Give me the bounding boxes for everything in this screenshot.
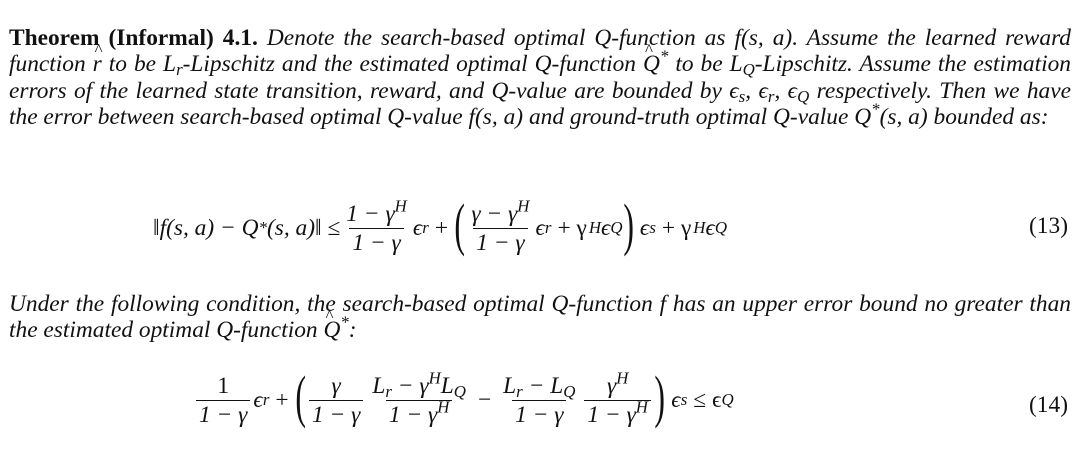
math-sub: r xyxy=(176,60,183,80)
theorem-text: and ground-truth optimal Q-value xyxy=(528,103,849,130)
equation-number-14: (14) xyxy=(1029,392,1068,418)
math-sup: H xyxy=(616,368,629,388)
frac-num: γ − γ xyxy=(471,200,518,227)
math-sup: H xyxy=(517,196,530,216)
frac-den: 1 − γ xyxy=(473,228,527,257)
frac-num: L xyxy=(503,372,517,399)
math-sub: Q xyxy=(453,381,466,401)
math-eps: ϵ xyxy=(253,386,263,413)
theorem-text: -Lipschitz and the estimated optimal Q-function xyxy=(182,51,636,78)
theorem-text: to be L xyxy=(108,51,177,78)
math-eps: ϵ xyxy=(758,77,768,104)
fraction xyxy=(309,372,363,429)
math-sup: H xyxy=(437,397,450,417)
frac-den: 1 − γ xyxy=(196,400,250,429)
frac-num: − γ xyxy=(391,372,429,399)
math-eps: ϵ xyxy=(412,214,423,241)
condition-text: has an upper error bound no greater than the estimated optimal Q-function xyxy=(9,291,1071,344)
math-sup: H xyxy=(635,397,648,417)
frac-num: 1 xyxy=(217,372,230,399)
math-sub: r xyxy=(385,381,392,401)
equation-13: ‖f(s, a) − Q * (s, a)‖ ≤ $\frac{1 - \gamma^H}{1 - \gamma}$ ϵ r + ( $\frac{\gamma - \gamma^H}{1 - \gamma}$ ϵ r + γ H ϵ Q ) ϵ s + γ H ϵ Q xyxy=(153,192,728,257)
condition-text: : xyxy=(348,317,357,344)
theorem-paragraph: Theorem (Informal) 4.1. Denote the search-based optimal Q-function as f(s, a). Assume the learned reward function ^ r to be $L_r$-Lipschitz and the estimated optimal Q-function ^ Q* to be $L_Q$-Lipschitz. Assume the estimation errors of the learned state transition, reward, and Q-value are bounded by $\epsilon_s$, $\epsilon_r$, $\epsilon_Q$ respectively. Then we have the error between search-based optimal Q-value f(s, a) and ground-truth optimal Q-value Q*(s, a) bounded as: xyxy=(9,25,1071,130)
math-sub: r xyxy=(516,381,523,401)
equation-number-13: (13) xyxy=(1029,213,1068,239)
frac-num: 1 − γ xyxy=(346,200,395,227)
math-sup: H xyxy=(428,368,441,388)
right-paren: ) xyxy=(622,192,634,257)
math-eps: ϵ xyxy=(705,214,715,241)
math-eps: ϵ xyxy=(535,214,545,241)
math-sub: s xyxy=(738,86,746,106)
plus-sign: + xyxy=(434,214,449,241)
theorem-text: to be L xyxy=(675,51,743,78)
math-sup: H xyxy=(394,196,407,216)
math-sup: * xyxy=(871,99,880,119)
theorem-title: Theorem (Informal) 4.1. xyxy=(9,25,258,51)
math-eps: ϵ xyxy=(600,214,611,241)
math-sub: Q xyxy=(797,86,810,106)
plus-gamma: + γ xyxy=(661,214,692,241)
equation-14: $\frac{1}{1 - \gamma}$ ϵ r + ( $\frac{\gamma}{1 - \gamma}$ $\frac{L_r - \gamma^HL_Q}{1 - \gamma^H}$ − $\frac{L_r - L_Q}{1 - \gamma}$ $\frac{\gamma^H}{1 - \gamma^H}$ ) ϵ s ≤ ϵ Q xyxy=(193,364,734,436)
frac-den: 1 − γ xyxy=(587,401,636,428)
condition-text: Under the following condition, the search-based optimal Q-function xyxy=(9,291,653,317)
math-qhat: ^ Q xyxy=(643,51,660,77)
frac-den: 1 − γ xyxy=(349,228,403,257)
math-args: (s, a) xyxy=(879,103,928,130)
frac-num: γ xyxy=(606,372,617,399)
condition-paragraph xyxy=(9,291,1071,344)
math-sub: r xyxy=(767,86,775,106)
minus-sign: − xyxy=(477,386,492,413)
fraction xyxy=(196,372,250,429)
math-sup: * xyxy=(340,313,349,333)
frac-den: 1 − γ xyxy=(512,400,566,429)
fraction xyxy=(500,372,578,429)
math-eps: ϵ xyxy=(787,77,798,104)
math-sup: * xyxy=(659,47,669,67)
math-qhat: ^ Q xyxy=(323,317,340,343)
plus-gamma: + γ xyxy=(557,214,587,241)
frac-num: − L xyxy=(522,372,564,399)
frac-den: 1 − γ xyxy=(388,401,438,428)
math-f-sa: f(s, a). xyxy=(734,25,799,51)
math-f: f xyxy=(659,291,667,317)
frac-num: γ xyxy=(331,372,341,399)
theorem-text: bounded as: xyxy=(933,103,1049,130)
fraction xyxy=(468,196,532,257)
math-eps: ϵ xyxy=(639,214,650,241)
left-paren: ( xyxy=(454,192,466,257)
math-rhat: ^ r xyxy=(93,51,102,77)
theorem-text: Denote the search-based optimal Q-function as xyxy=(266,25,726,51)
theorem-text: respectively. Then we have the error between search-based optimal Q-value xyxy=(9,77,1071,130)
eq-lhs: ‖f(s, a) − Q xyxy=(153,214,259,241)
theorem-text: Assume the estimation errors of the learned state transition, reward, and Q-value are bounded by xyxy=(9,51,1071,104)
fraction xyxy=(584,368,651,429)
theorem-text: Assume the learned reward function xyxy=(9,25,1071,78)
frac-num: L xyxy=(372,372,386,399)
math-q: Q xyxy=(854,103,872,130)
math-sub: Q xyxy=(742,60,755,80)
fraction xyxy=(343,196,410,257)
fraction xyxy=(369,368,469,429)
eq-lhs-end: (s, a)‖ ≤ xyxy=(266,214,341,241)
theorem-text: -Lipschitz. xyxy=(754,51,853,78)
math-eps: ϵ xyxy=(729,77,739,104)
right-paren: ) xyxy=(654,364,665,429)
math-sub: Q xyxy=(563,381,576,401)
plus-sign: + xyxy=(275,386,289,413)
left-paren: ( xyxy=(294,364,306,429)
leq-eps: ≤ ϵ xyxy=(693,386,722,413)
frac-num: L xyxy=(440,372,454,399)
frac-den: 1 − γ xyxy=(309,400,363,429)
math-eps: ϵ xyxy=(671,386,681,413)
math-f-sa: f(s, a) xyxy=(468,103,524,130)
